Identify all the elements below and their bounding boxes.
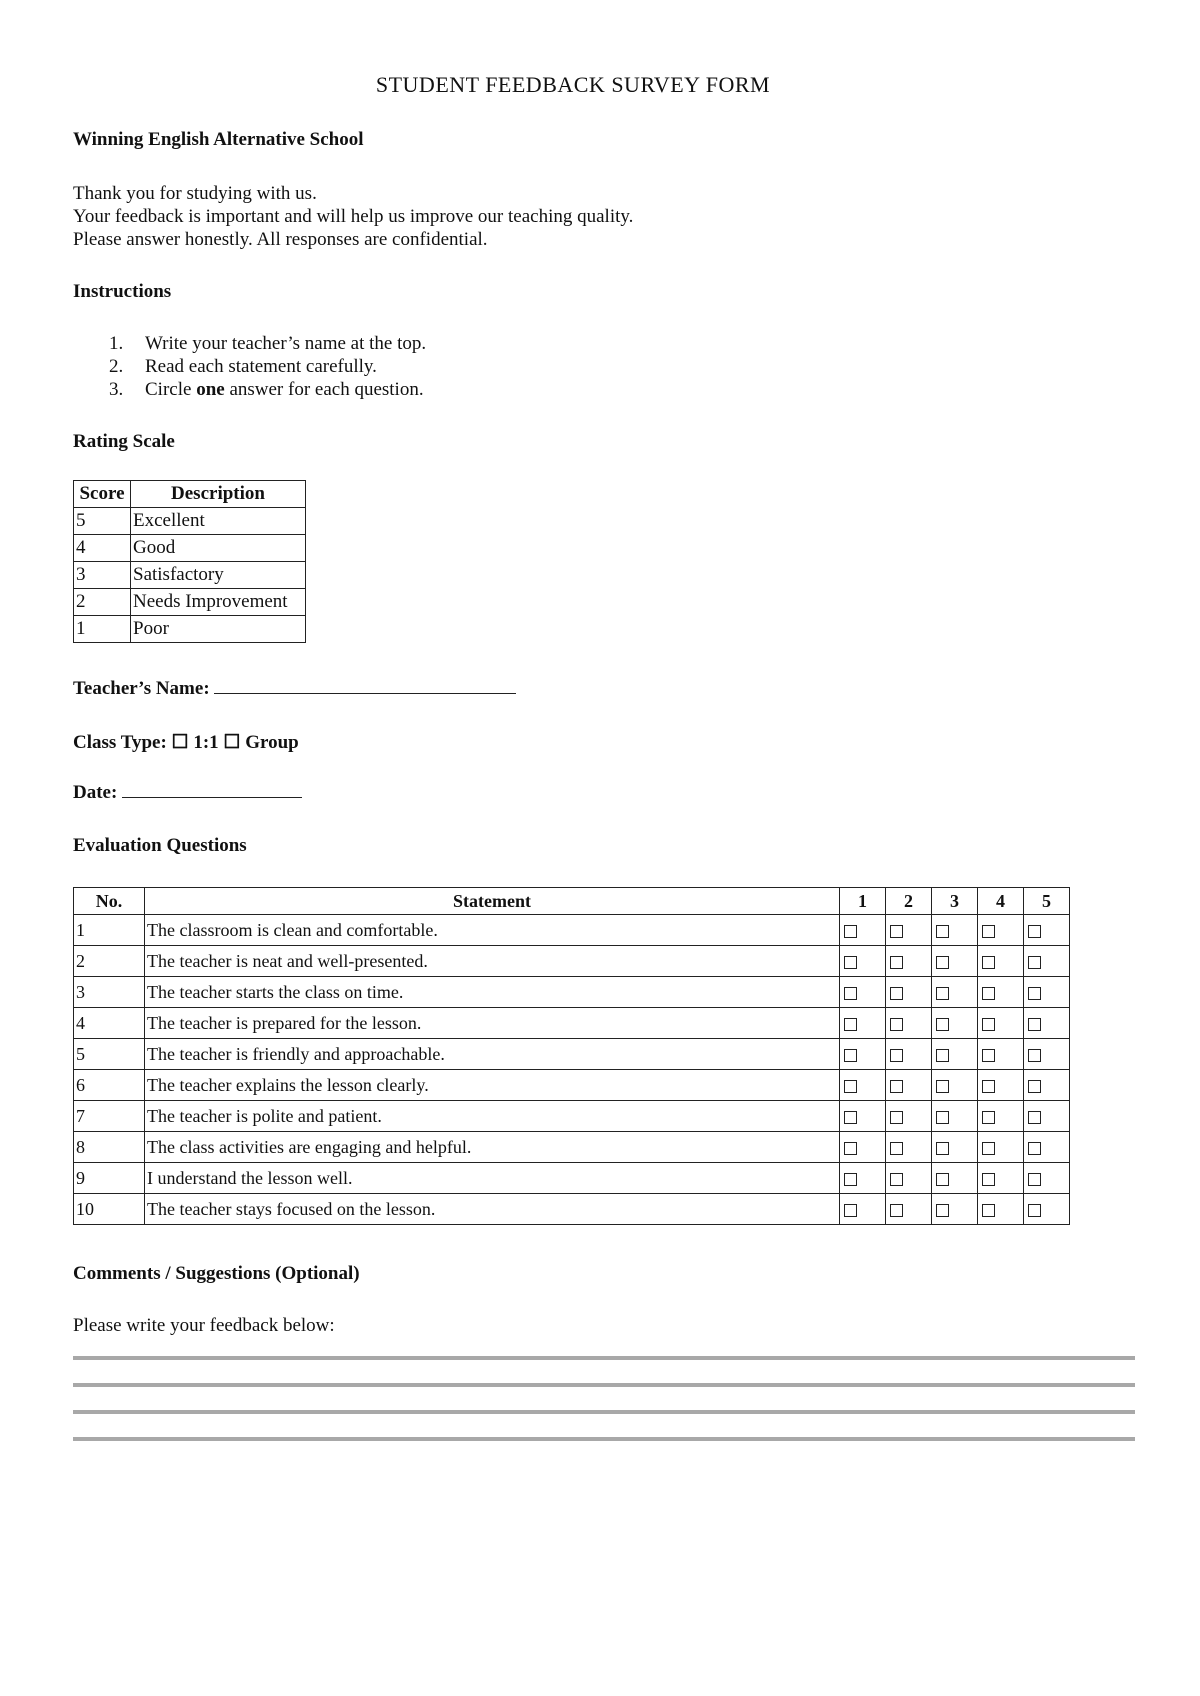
table-row: [74, 1194, 1070, 1225]
rating-cell: [932, 1008, 978, 1039]
list-number: 1.: [109, 333, 124, 354]
evaluation-table: [73, 887, 1070, 1225]
rating-cell: [978, 1039, 1024, 1070]
rating-checkbox[interactable]: [982, 1173, 995, 1186]
rating-checkbox[interactable]: [1028, 925, 1041, 938]
list-number: 3.: [109, 379, 124, 400]
rating-cell: [886, 1163, 932, 1194]
rating-cell: [886, 1039, 932, 1070]
score-cell: 4: [74, 535, 131, 562]
rating-cell: [1024, 1070, 1070, 1101]
rating-cell: [840, 1101, 886, 1132]
rating-checkbox[interactable]: [890, 956, 903, 969]
rating-cell: [1024, 1132, 1070, 1163]
comments-prompt: Please write your feedback below:: [73, 1315, 335, 1336]
rating-scale-heading: Rating Scale: [73, 431, 175, 452]
rating-cell: [840, 1194, 886, 1225]
rating-cell: [978, 1194, 1024, 1225]
comment-line[interactable]: [73, 1410, 1135, 1414]
rating-checkbox[interactable]: [844, 1142, 857, 1155]
comment-line[interactable]: [73, 1356, 1135, 1360]
table-row: [74, 589, 306, 616]
rating-checkbox[interactable]: [890, 1204, 903, 1217]
rating-checkbox[interactable]: [982, 1018, 995, 1031]
column-header-rating: 2: [886, 888, 932, 915]
rating-cell: [840, 946, 886, 977]
intro-text: [73, 182, 633, 251]
rating-checkbox[interactable]: [1028, 1049, 1041, 1062]
column-header-rating: 5: [1024, 888, 1070, 915]
rating-cell: [978, 1008, 1024, 1039]
rating-cell: [932, 946, 978, 977]
class-option-one-to-one: 1:1: [193, 732, 219, 753]
question-number-cell: 10: [74, 1194, 145, 1225]
table-row: [74, 1070, 1070, 1101]
rating-cell: [978, 1132, 1024, 1163]
rating-checkbox[interactable]: [982, 925, 995, 938]
table-row: [74, 946, 1070, 977]
score-cell: 3: [74, 562, 131, 589]
rating-checkbox[interactable]: [936, 987, 949, 1000]
list-text-part: Circle: [145, 379, 197, 400]
rating-checkbox[interactable]: [1028, 1204, 1041, 1217]
column-header-rating: 3: [932, 888, 978, 915]
checkbox-icon[interactable]: ☐: [223, 732, 241, 753]
rating-checkbox[interactable]: [844, 1018, 857, 1031]
intro-line: Your feedback is important and will help us improve our teaching quality.: [73, 206, 634, 227]
rating-cell: [840, 915, 886, 946]
comment-line[interactable]: [73, 1437, 1135, 1441]
column-header-description: Description: [131, 481, 306, 508]
date-field: [73, 782, 302, 804]
question-number-cell: 5: [74, 1039, 145, 1070]
rating-checkbox[interactable]: [890, 987, 903, 1000]
rating-checkbox[interactable]: [844, 1080, 857, 1093]
rating-checkbox[interactable]: [936, 925, 949, 938]
rating-cell: [840, 1163, 886, 1194]
question-number-cell: 8: [74, 1132, 145, 1163]
list-text: Read each statement carefully.: [145, 356, 377, 377]
rating-checkbox[interactable]: [982, 1049, 995, 1062]
score-cell: 1: [74, 616, 131, 643]
statement-cell: The teacher is neat and well-presented.: [145, 946, 840, 977]
list-number: 2.: [109, 356, 124, 377]
rating-checkbox[interactable]: [890, 925, 903, 938]
statement-cell: The teacher starts the class on time.: [145, 977, 840, 1008]
rating-checkbox[interactable]: [936, 1049, 949, 1062]
statement-cell: The teacher is prepared for the lesson.: [145, 1008, 840, 1039]
class-type-field: [73, 731, 299, 754]
rating-cell: [978, 1101, 1024, 1132]
table-row: [74, 1101, 1070, 1132]
school-name: Winning English Alternative School: [73, 129, 364, 150]
question-number-cell: 7: [74, 1101, 145, 1132]
rating-checkbox[interactable]: [844, 1204, 857, 1217]
statement-cell: The teacher stays focused on the lesson.: [145, 1194, 840, 1225]
description-cell: Satisfactory: [131, 562, 306, 589]
rating-checkbox[interactable]: [844, 1049, 857, 1062]
page-title: STUDENT FEEDBACK SURVEY FORM: [375, 72, 771, 97]
description-cell: Needs Improvement: [131, 589, 306, 616]
date-label: Date:: [73, 782, 118, 803]
rating-cell: [932, 1070, 978, 1101]
rating-checkbox[interactable]: [1028, 1173, 1041, 1186]
rating-scale-table: [73, 480, 306, 643]
teacher-name-field: [73, 678, 516, 700]
table-row: [74, 977, 1070, 1008]
description-cell: Excellent: [131, 508, 306, 535]
rating-cell: [978, 915, 1024, 946]
checkbox-icon[interactable]: ☐: [171, 732, 189, 753]
comments-heading: Comments / Suggestions (Optional): [73, 1263, 360, 1284]
table-header-row: [74, 481, 306, 508]
rating-checkbox[interactable]: [936, 956, 949, 969]
rating-checkbox[interactable]: [844, 1111, 857, 1124]
table-row: [74, 535, 306, 562]
class-type-label: Class Type:: [73, 732, 167, 753]
rating-checkbox[interactable]: [982, 956, 995, 969]
rating-checkbox[interactable]: [982, 1080, 995, 1093]
question-number-cell: 4: [74, 1008, 145, 1039]
rating-cell: [1024, 1163, 1070, 1194]
rating-cell: [1024, 1101, 1070, 1132]
rating-checkbox[interactable]: [844, 925, 857, 938]
list-item: [109, 355, 426, 378]
rating-cell: [1024, 915, 1070, 946]
rating-cell: [1024, 946, 1070, 977]
rating-checkbox[interactable]: [890, 1111, 903, 1124]
teacher-name-blank[interactable]: [214, 679, 516, 694]
rating-cell: [932, 1132, 978, 1163]
description-cell: Poor: [131, 616, 306, 643]
column-header-rating: 1: [840, 888, 886, 915]
statement-cell: The teacher is friendly and approachable.: [145, 1039, 840, 1070]
rating-cell: [932, 1194, 978, 1225]
rating-checkbox[interactable]: [890, 1018, 903, 1031]
rating-cell: [932, 1039, 978, 1070]
rating-checkbox[interactable]: [890, 1142, 903, 1155]
rating-checkbox[interactable]: [936, 1204, 949, 1217]
table-header-row: [74, 888, 1070, 915]
rating-cell: [840, 1008, 886, 1039]
rating-cell: [886, 1008, 932, 1039]
rating-cell: [932, 1163, 978, 1194]
rating-cell: [886, 1070, 932, 1101]
question-number-cell: 6: [74, 1070, 145, 1101]
list-item: [109, 332, 426, 355]
list-text: [145, 378, 424, 401]
evaluation-rows: [74, 915, 1070, 1225]
date-blank[interactable]: [122, 783, 302, 798]
rating-cell: [978, 977, 1024, 1008]
intro-line: Thank you for studying with us.: [73, 183, 317, 204]
rating-cell: [1024, 1008, 1070, 1039]
table-row: [74, 1132, 1070, 1163]
rating-cell: [978, 1070, 1024, 1101]
statement-cell: I understand the lesson well.: [145, 1163, 840, 1194]
rating-checkbox[interactable]: [890, 1080, 903, 1093]
rating-checkbox[interactable]: [1028, 1018, 1041, 1031]
statement-cell: The teacher explains the lesson clearly.: [145, 1070, 840, 1101]
rating-cell: [932, 915, 978, 946]
column-header-statement: Statement: [145, 888, 840, 915]
teacher-name-label: Teacher’s Name:: [73, 678, 210, 699]
rating-checkbox[interactable]: [1028, 1111, 1041, 1124]
question-number-cell: 1: [74, 915, 145, 946]
question-number-cell: 3: [74, 977, 145, 1008]
rating-cell: [978, 1163, 1024, 1194]
statement-cell: The classroom is clean and comfortable.: [145, 915, 840, 946]
statement-cell: The class activities are engaging and helpful.: [145, 1132, 840, 1163]
rating-checkbox[interactable]: [982, 1111, 995, 1124]
rating-checkbox[interactable]: [936, 1080, 949, 1093]
list-text: Write your teacher’s name at the top.: [145, 333, 427, 354]
rating-cell: [886, 977, 932, 1008]
question-number-cell: 2: [74, 946, 145, 977]
rating-checkbox[interactable]: [1028, 956, 1041, 969]
table-row: [74, 915, 1070, 946]
table-row: [74, 508, 306, 535]
rating-checkbox[interactable]: [936, 1142, 949, 1155]
rating-checkbox[interactable]: [844, 1173, 857, 1186]
rating-cell: [840, 1132, 886, 1163]
rating-cell: [886, 946, 932, 977]
rating-checkbox[interactable]: [936, 1173, 949, 1186]
rating-cell: [840, 977, 886, 1008]
list-item: [109, 378, 426, 401]
rating-checkbox[interactable]: [936, 1018, 949, 1031]
column-header-rating: 4: [978, 888, 1024, 915]
rating-cell: [840, 1039, 886, 1070]
list-text-part: answer for each question.: [224, 379, 424, 400]
column-header-score: Score: [74, 481, 131, 508]
column-header-no: No.: [74, 888, 145, 915]
table-row: [74, 616, 306, 643]
comment-line[interactable]: [73, 1383, 1135, 1387]
rating-checkbox[interactable]: [844, 956, 857, 969]
rating-checkbox[interactable]: [890, 1173, 903, 1186]
rating-checkbox[interactable]: [982, 1142, 995, 1155]
rating-checkbox[interactable]: [936, 1111, 949, 1124]
description-cell: Good: [131, 535, 306, 562]
intro-line: Please answer honestly. All responses are confidential.: [73, 229, 488, 250]
rating-cell: [1024, 1039, 1070, 1070]
rating-cell: [978, 946, 1024, 977]
rating-cell: [886, 1194, 932, 1225]
class-option-group: Group: [245, 732, 299, 753]
rating-checkbox[interactable]: [844, 987, 857, 1000]
table-row: [74, 1163, 1070, 1194]
score-cell: 5: [74, 508, 131, 535]
rating-cell: [886, 1101, 932, 1132]
rating-checkbox[interactable]: [982, 1204, 995, 1217]
table-row: [74, 562, 306, 589]
rating-cell: [932, 1101, 978, 1132]
rating-cell: [1024, 977, 1070, 1008]
rating-cell: [932, 977, 978, 1008]
rating-cell: [886, 1132, 932, 1163]
instructions-heading: Instructions: [73, 281, 172, 302]
rating-checkbox[interactable]: [982, 987, 995, 1000]
table-row: [74, 1008, 1070, 1039]
rating-cell: [1024, 1194, 1070, 1225]
rating-checkbox[interactable]: [1028, 987, 1041, 1000]
score-cell: 2: [74, 589, 131, 616]
statement-cell: The teacher is polite and patient.: [145, 1101, 840, 1132]
rating-checkbox[interactable]: [890, 1049, 903, 1062]
rating-cell: [840, 1070, 886, 1101]
list-text-emphasis: one: [196, 379, 225, 400]
rating-checkbox[interactable]: [1028, 1142, 1041, 1155]
rating-cell: [886, 915, 932, 946]
question-number-cell: 9: [74, 1163, 145, 1194]
evaluation-heading: Evaluation Questions: [73, 835, 247, 856]
table-row: [74, 1039, 1070, 1070]
rating-checkbox[interactable]: [1028, 1080, 1041, 1093]
instructions-list: [109, 332, 426, 401]
